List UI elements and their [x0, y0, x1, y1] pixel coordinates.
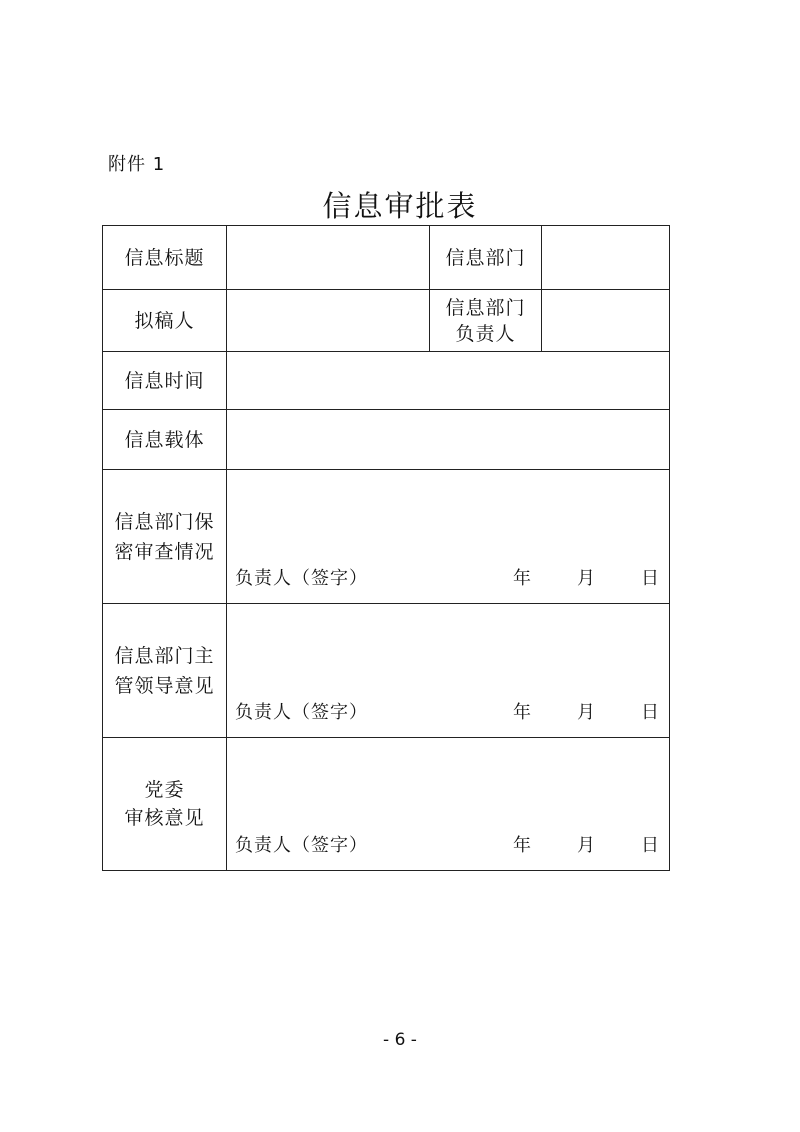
confidentiality-review-label: 信息部门保 密审查情况 [114, 510, 215, 563]
info-carrier-value[interactable] [228, 410, 669, 469]
year-label: 年 [513, 702, 532, 723]
info-title-value[interactable] [228, 226, 429, 289]
month-label: 月 [577, 702, 596, 723]
column-divider [226, 226, 227, 870]
info-title-label: 信息标题 [124, 246, 205, 269]
month-label: 月 [577, 835, 596, 856]
day-label: 日 [641, 702, 660, 723]
year-label: 年 [513, 835, 532, 856]
dept-label: 信息部门 [445, 246, 526, 269]
info-time-label: 信息时间 [124, 369, 205, 392]
column-divider [541, 226, 542, 351]
month-label: 月 [577, 568, 596, 589]
dept-value[interactable] [543, 226, 669, 289]
signature-label: 负责人（签字） [235, 702, 368, 723]
drafter-value[interactable] [228, 290, 429, 351]
signature-label: 负责人（签字） [235, 835, 368, 856]
attachment-label: 附件 1 [108, 154, 166, 175]
dept-leader-opinion-label: 信息部门主 管领导意见 [114, 644, 215, 697]
day-label: 日 [641, 568, 660, 589]
info-time-value[interactable] [228, 352, 669, 409]
day-label: 日 [641, 835, 660, 856]
drafter-label: 拟稿人 [134, 309, 195, 332]
approval-form-table [102, 225, 670, 871]
dept-head-label: 信息部门 负责人 [445, 296, 526, 345]
page-number: - 6 - [383, 1030, 417, 1050]
year-label: 年 [513, 568, 532, 589]
dept-head-value[interactable] [543, 290, 669, 351]
info-carrier-label: 信息载体 [124, 428, 205, 451]
form-title: 信息审批表 [322, 189, 478, 223]
signature-label: 负责人（签字） [235, 568, 368, 589]
party-committee-opinion-label: 党委 审核意见 [124, 779, 205, 829]
